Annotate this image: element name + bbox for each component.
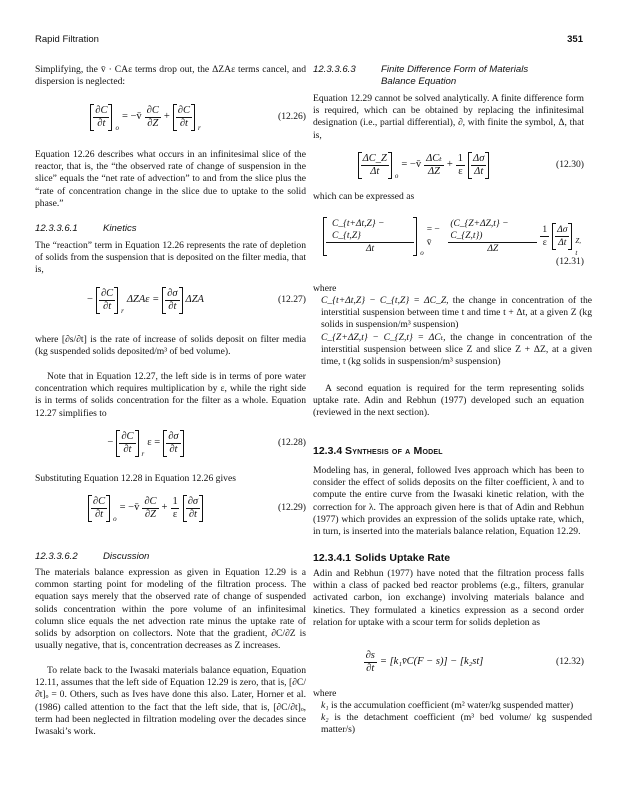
eq-operator: = −v̄: [401, 159, 422, 171]
eq-term: ε =: [147, 437, 161, 449]
where-label: where: [313, 283, 337, 294]
equation-number: (12.28): [278, 437, 306, 449]
where-label: where: [313, 688, 337, 699]
definition-item: [321, 700, 592, 712]
eq-term: ∂s: [365, 650, 375, 661]
definition-text: the change in concentration of the interstitial suspension between slice Z and slice Z + ΔZ, at a given time, t (kg solids in suspension/m³ suspension): [321, 331, 593, 368]
equation-12-30: [313, 152, 584, 179]
page-number: 351: [567, 34, 583, 45]
eq-term: ∂C: [144, 496, 157, 507]
equation-12-31: [313, 217, 584, 256]
subsection-heading-solids-uptake: [313, 552, 584, 564]
eq-term: ∂σ: [187, 496, 199, 507]
heading-number: 12.3.3.6.2: [35, 551, 78, 562]
paragraph: Adin and Rebhun (1977) have noted that the filtration process falls within a class of packed bed reactor problems (e.g., filters, granular activated carbon, ion exchange) involving materials balance and kinetics. They formulated a kinetics expression as a second order relation for uptake with a scour term for solids depletion as: [313, 568, 584, 628]
eq-term: ∂C: [95, 105, 108, 116]
definition-list: [313, 700, 592, 737]
definition-item: [321, 295, 592, 332]
eq-term: ∂C: [100, 288, 114, 299]
eq-subscript: o: [394, 171, 399, 180]
running-title: Rapid Filtration: [35, 34, 99, 45]
heading-title: Solids Uptake Rate: [355, 552, 451, 564]
eq-term: ∂t: [366, 663, 375, 674]
eq-subscript: r: [198, 123, 201, 132]
eq-term: Δt: [370, 166, 380, 177]
eq-term: ∂t: [169, 444, 178, 455]
eq-subscript: o: [420, 248, 424, 257]
eq-subscript: r: [121, 306, 124, 315]
section-heading-synthesis: [313, 445, 584, 457]
equation-12-32: [313, 650, 584, 675]
subsection-heading-kinetics: [35, 223, 306, 235]
eq-term: = [k₁v̄C(F − s)] − [k₂st]: [379, 656, 484, 668]
paragraph: The “reaction” term in Equation 12.26 represents the rate of depletion of solids from the suspension that is deposited on the filter media, that is,: [35, 240, 306, 276]
heading-number: 12.3.3.6.1: [35, 223, 78, 234]
eq-term: 1: [542, 225, 548, 235]
subsection-heading-finite-difference: [313, 64, 584, 88]
definition-item: [321, 712, 592, 736]
eq-operator: +: [446, 159, 453, 171]
eq-operator: = − v̄: [426, 225, 440, 248]
eq-operator: +: [163, 111, 170, 123]
eq-term: ε: [172, 509, 178, 520]
equation-number: (12.26): [278, 111, 306, 123]
eq-term: ε: [542, 238, 547, 248]
eq-term: ∂t: [94, 509, 104, 520]
heading-number: 12.3.4: [313, 445, 343, 457]
heading-number: 12.3.3.6.3: [313, 64, 356, 75]
eq-term: ΔZA: [185, 294, 204, 306]
paragraph: A second equation is required for the term representing solids uptake rate. Adin and Rebhun (1977) developed such an equation (reviewed in the next section).: [313, 383, 584, 419]
eq-term: ∂Z: [147, 118, 159, 129]
definition-term: k₁: [321, 700, 329, 711]
paragraph: The materials balance expression as given in Equation 12.29 is a common starting point for modeling of the filtration process. The equation says merely that the observed rate of change of suspended solids concentration within the pore volume of an infinitesimal column slice equals the net advection rate minus the uptake rate of solids by adsorption on collectors. Note that the gradient, ∂C/∂Z is usually negative, that is, concentration decreases as Z increases.: [35, 567, 306, 652]
eq-term: ∂t: [168, 301, 177, 312]
paragraph: Substituting Equation 12.28 in Equation 12.26 gives: [35, 473, 236, 484]
equation-number: (12.27): [278, 294, 306, 306]
eq-subscript: o: [113, 514, 117, 523]
eq-term: ∂C: [121, 431, 134, 442]
subsection-heading-discussion: [35, 551, 306, 563]
eq-term: ε: [458, 166, 463, 177]
eq-term: ΔCₜ: [426, 153, 442, 164]
paragraph: which can be expressed as: [313, 191, 415, 202]
eq-term: Δt: [365, 244, 375, 254]
eq-term: ∂C: [146, 105, 159, 116]
eq-term: 1: [172, 496, 178, 507]
eq-term: ∂σ: [168, 431, 179, 442]
eq-operator: −: [107, 437, 114, 449]
eq-operator: +: [161, 502, 168, 514]
eq-operator: −: [87, 294, 93, 306]
equation-number: (12.29): [278, 502, 306, 514]
eq-operator: = −v̄: [121, 111, 142, 123]
eq-term: ∂Z: [144, 509, 156, 520]
eq-term: C_{t+Δt,Z} − C_{t,Z}: [326, 218, 414, 243]
heading-title: Balance Equation: [381, 76, 457, 88]
eq-term: ∂t: [188, 509, 197, 520]
equation-12-27: [35, 287, 306, 314]
eq-operator: = −v̄: [119, 502, 140, 514]
definition-item: [321, 332, 592, 369]
eq-subscript: o: [115, 123, 119, 132]
paragraph: Equation 12.26 describes what occurs in an infinitesimal slice of the reactor, that is, the “the observed rate of change of suspension in the slice” equals the “net rate of advection” to and from the slice plus the “rate of concentration change in the slice due to uptake to the solid phase.”: [35, 149, 306, 209]
eq-term: ΔC_Z: [362, 153, 387, 164]
equation-number: (12.32): [556, 656, 584, 668]
definition-text: is the accumulation coefficient (m² water/kg suspended matter): [331, 700, 574, 711]
eq-term: 1: [457, 153, 464, 164]
heading-title: Kinetics: [103, 223, 137, 234]
heading-title: Discussion: [103, 551, 150, 562]
eq-term: ∂t: [179, 118, 188, 129]
eq-subscript: r: [141, 449, 145, 458]
definition-text: the change in concentration of the interstitial suspension between time t and time t + Δt, at a given Z (kg solids in suspension/m³ suspension): [321, 295, 592, 331]
equation-12-29: [35, 495, 306, 522]
eq-subscript: Z, t: [575, 236, 582, 257]
paragraph: Modeling has, in general, followed Ives approach which has been to consider the effect of solids deposits on the filter coefficient, λ and to compute the entire curve from the Iwasaki kinetic relation, with the correction for λ. The approach given here is that of Adin and Rebhun (1977) which provides an expression of the solids uptake rate, which, in turn, is inserted into the materials balance relation, Equation 12.29.: [313, 465, 584, 538]
definition-term: C_{t+Δt,Z} − C_{t,Z} = ΔC_Z,: [321, 295, 449, 306]
definition-term: C_{Z+ΔZ,t} − C_{Z,t} = ΔCₜ,: [321, 331, 446, 343]
eq-term: ∂C: [177, 105, 190, 116]
eq-term: ∂σ: [167, 288, 178, 299]
equation-number: (12.30): [556, 159, 584, 171]
eq-term: ∂C: [92, 496, 106, 507]
definition-text: is the detachment coefficient (m³ bed volume/ kg suspended matter/s): [321, 712, 592, 736]
equation-12-26: [35, 104, 306, 131]
heading-number: 12.3.4.1: [313, 552, 351, 564]
eq-term: ΔZ: [487, 244, 499, 254]
eq-term: ∂t: [123, 444, 132, 455]
eq-term: (C_{Z+ΔZ,t} − C_{Z,t}): [448, 218, 537, 243]
eq-term: Δσ: [473, 153, 485, 164]
eq-term: ΔZAε =: [126, 294, 160, 306]
eq-term: ΔZ: [427, 166, 440, 177]
paragraph: Simplifying, the v̄ · CAε terms drop out, the ΔZAε terms cancel, and dispersion is neglected:: [35, 64, 306, 88]
paragraph: Equation 12.29 cannot be solved analytically. A finite difference form is required, which can be obtained by replacing the infinitesimal designation (i.e., partial differential), ∂, with finite the symbol, Δ, that is,: [313, 93, 584, 141]
eq-term: Δt: [558, 238, 567, 248]
paragraph: Note that in Equation 12.27, the left side is in terms of pore water concentration which requires multiplication by ε, while the right side is in terms of solids concentration for the filter as a whole. Equation 12.27 simplifies to: [35, 371, 306, 419]
heading-title: Synthesis of a Model: [345, 445, 443, 457]
eq-term: Δσ: [557, 225, 568, 235]
definition-list: [313, 295, 592, 368]
eq-term: ∂t: [97, 118, 106, 129]
paragraph: where [∂s/∂t] is the rate of increase of solids deposit on filter media (kg suspended solids deposited/m³ of bed volume).: [35, 334, 306, 358]
eq-term: ∂t: [103, 301, 112, 312]
eq-term: Δt: [474, 166, 484, 177]
equation-number: (12.31): [556, 256, 584, 267]
equation-12-28: [35, 430, 306, 457]
definition-term: k₂: [321, 712, 329, 724]
paragraph: To relate back to the Iwasaki materials balance equation, Equation 12.11, assumes that the left side of Equation 12.29 is zero, that is, [∂C/∂t]ₒ = 0. Others, such as Ives have done this also. Later, Horner et al. (1986) called attention to the fact that the left side, that is, [∂C/∂t]ₒ, term had been neglected in filtration modeling over the decades since Iwasaki’s work.: [35, 665, 306, 738]
heading-title: Finite Difference Form of Materials: [381, 64, 529, 75]
